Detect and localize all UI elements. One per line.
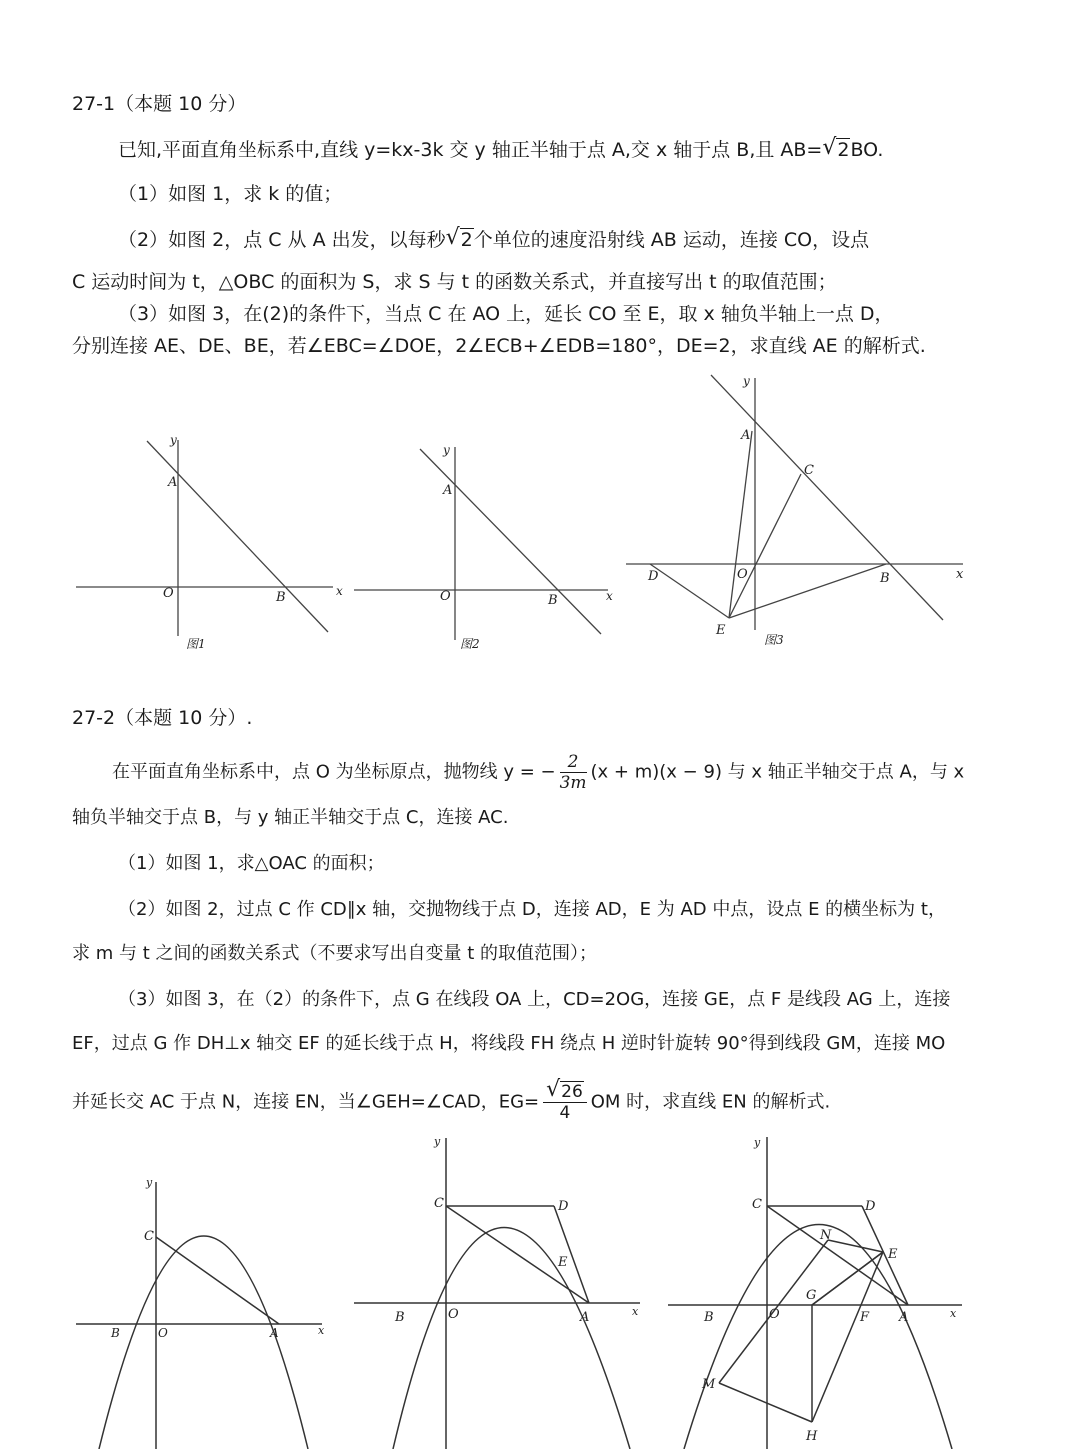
point-label: A (443, 483, 453, 498)
problem-2-q2: （2）如图 2，过点 C 作 CD∥x 轴，交抛物线于点 D，连接 AD，E 为 AD 中点，设点 E 的横坐标为 t， (118, 899, 946, 920)
point-label: C (804, 463, 814, 478)
point-label: C (434, 1196, 444, 1211)
sqrt-radicand: 26 (561, 1082, 583, 1102)
sqrt-radicand: 2 (460, 229, 473, 251)
problem-2-q3-cont: EF，过点 G 作 DH⊥x 轴交 EF 的延长线于点 H，将线段 FH 绕点 H 逆时针旋转 90°得到线段 GM，连接 MO (72, 1033, 946, 1054)
axis-label: y (146, 1176, 153, 1189)
point-label: D (558, 1199, 569, 1214)
problem-2-q3-end-text: 并延长交 AC 于点 N，连接 EN，当∠GEH=∠CAD，EG= (72, 1091, 540, 1113)
point-label: F (860, 1310, 870, 1325)
fraction-denominator: 3m (559, 773, 587, 793)
problem-1-q2-text: （2）如图 2，点 C 从 A 出发，以每秒 (118, 229, 446, 251)
axis-label: x (950, 1307, 957, 1320)
point-label: B (880, 571, 890, 586)
point-label: A (899, 1310, 909, 1325)
axis-label: x (632, 1305, 639, 1318)
problem-2-intro-text: 在平面直角坐标系中，点 O 为坐标原点，抛物线 y = − (112, 761, 556, 783)
point-label: O (163, 586, 174, 601)
point-label: A (168, 475, 178, 490)
point-label: G (806, 1288, 817, 1303)
problem-1-q3-cont: 分别连接 AE、DE、BE，若∠EBC=∠DOE，2∠ECB+∠EDB=180°，DE=2，求直线 AE 的解析式. (72, 335, 926, 357)
point-label: C (752, 1197, 762, 1212)
point-label: A (741, 428, 751, 443)
point-label: H (806, 1429, 818, 1444)
point-label: E (558, 1255, 568, 1270)
point-label: O (448, 1307, 459, 1322)
problem-1-q2-cont: C 运动时间为 t，△OBC 的面积为 S，求 S 与 t 的函数关系式，并直接写出 t 的取值范围； (72, 271, 837, 293)
axis-label: x (606, 589, 613, 603)
point-label: B (548, 593, 558, 608)
axis-label: y (743, 374, 750, 388)
problem-2-title: 27-2（本题 10 分）. (72, 707, 253, 729)
point-label: O (440, 589, 451, 604)
figure-caption: 图1 (186, 637, 206, 651)
axis-label: x (336, 584, 343, 598)
problem-1-q3: （3）如图 3，在(2)的条件下，当点 C 在 AO 上，延长 CO 至 E，取 x 轴负半轴上一点 D， (118, 303, 894, 325)
figure-caption: 图3 (764, 633, 784, 647)
problem-1-intro-end: BO. (850, 139, 884, 161)
axis-label: x (318, 1324, 325, 1337)
point-label: O (158, 1326, 168, 1340)
fraction-denominator: 4 (559, 1103, 571, 1123)
problem-2-q3: （3）如图 3，在（2）的条件下，点 G 在线段 OA 上，CD=2OG，连接 GE，点 F 是线段 AG 上，连接 (118, 989, 951, 1010)
fraction-numerator: 2 (560, 752, 587, 773)
point-label: M (702, 1377, 716, 1392)
figure-caption: 图2 (460, 637, 480, 651)
axis-label: y (754, 1136, 761, 1149)
point-label: E (716, 623, 726, 638)
point-label: C (144, 1229, 154, 1244)
problem-1-title: 27-1（本题 10 分） (72, 93, 247, 115)
point-label: O (737, 567, 748, 582)
point-label: B (111, 1326, 120, 1340)
point-label: B (276, 590, 286, 605)
point-label: N (820, 1228, 832, 1243)
point-label: E (888, 1247, 898, 1262)
point-label: A (270, 1326, 279, 1340)
sqrt-radicand: 2 (837, 139, 850, 161)
point-label: D (648, 569, 659, 584)
point-label: B (704, 1310, 714, 1325)
problem-2-intro-text-end: (x + m)(x − 9) 与 x 轴正半轴交于点 A，与 x (590, 761, 965, 783)
problem-2-intro-cont: 轴负半轴交于点 B，与 y 轴正半轴交于点 C，连接 AC. (72, 807, 509, 828)
problem-1-intro-text: 已知,平面直角坐标系中,直线 y=kx-3k 交 y 轴正半轴于点 A,交 x 轴于点 B,且 AB= (118, 139, 823, 161)
problem-1-q1: （1）如图 1，求 k 的值； (118, 183, 343, 205)
axis-label: x (956, 567, 964, 582)
point-label: D (865, 1199, 876, 1214)
axis-label: y (170, 433, 177, 447)
problem-2-q2-cont: 求 m 与 t 之间的函数关系式（不要求写出自变量 t 的取值范围）； (72, 943, 597, 964)
problem-2-q3-end-text-b: OM 时，求直线 EN 的解析式. (590, 1091, 831, 1113)
axis-label: y (434, 1135, 441, 1148)
point-label: O (769, 1307, 780, 1322)
point-label: A (580, 1310, 590, 1325)
axis-label: y (443, 443, 450, 457)
problem-2-q1: （1）如图 1，求△OAC 的面积； (118, 853, 385, 874)
problem-1-q2-text-end: 个单位的速度沿射线 AB 运动，连接 CO，设点 (473, 229, 870, 251)
point-label: B (395, 1310, 405, 1325)
